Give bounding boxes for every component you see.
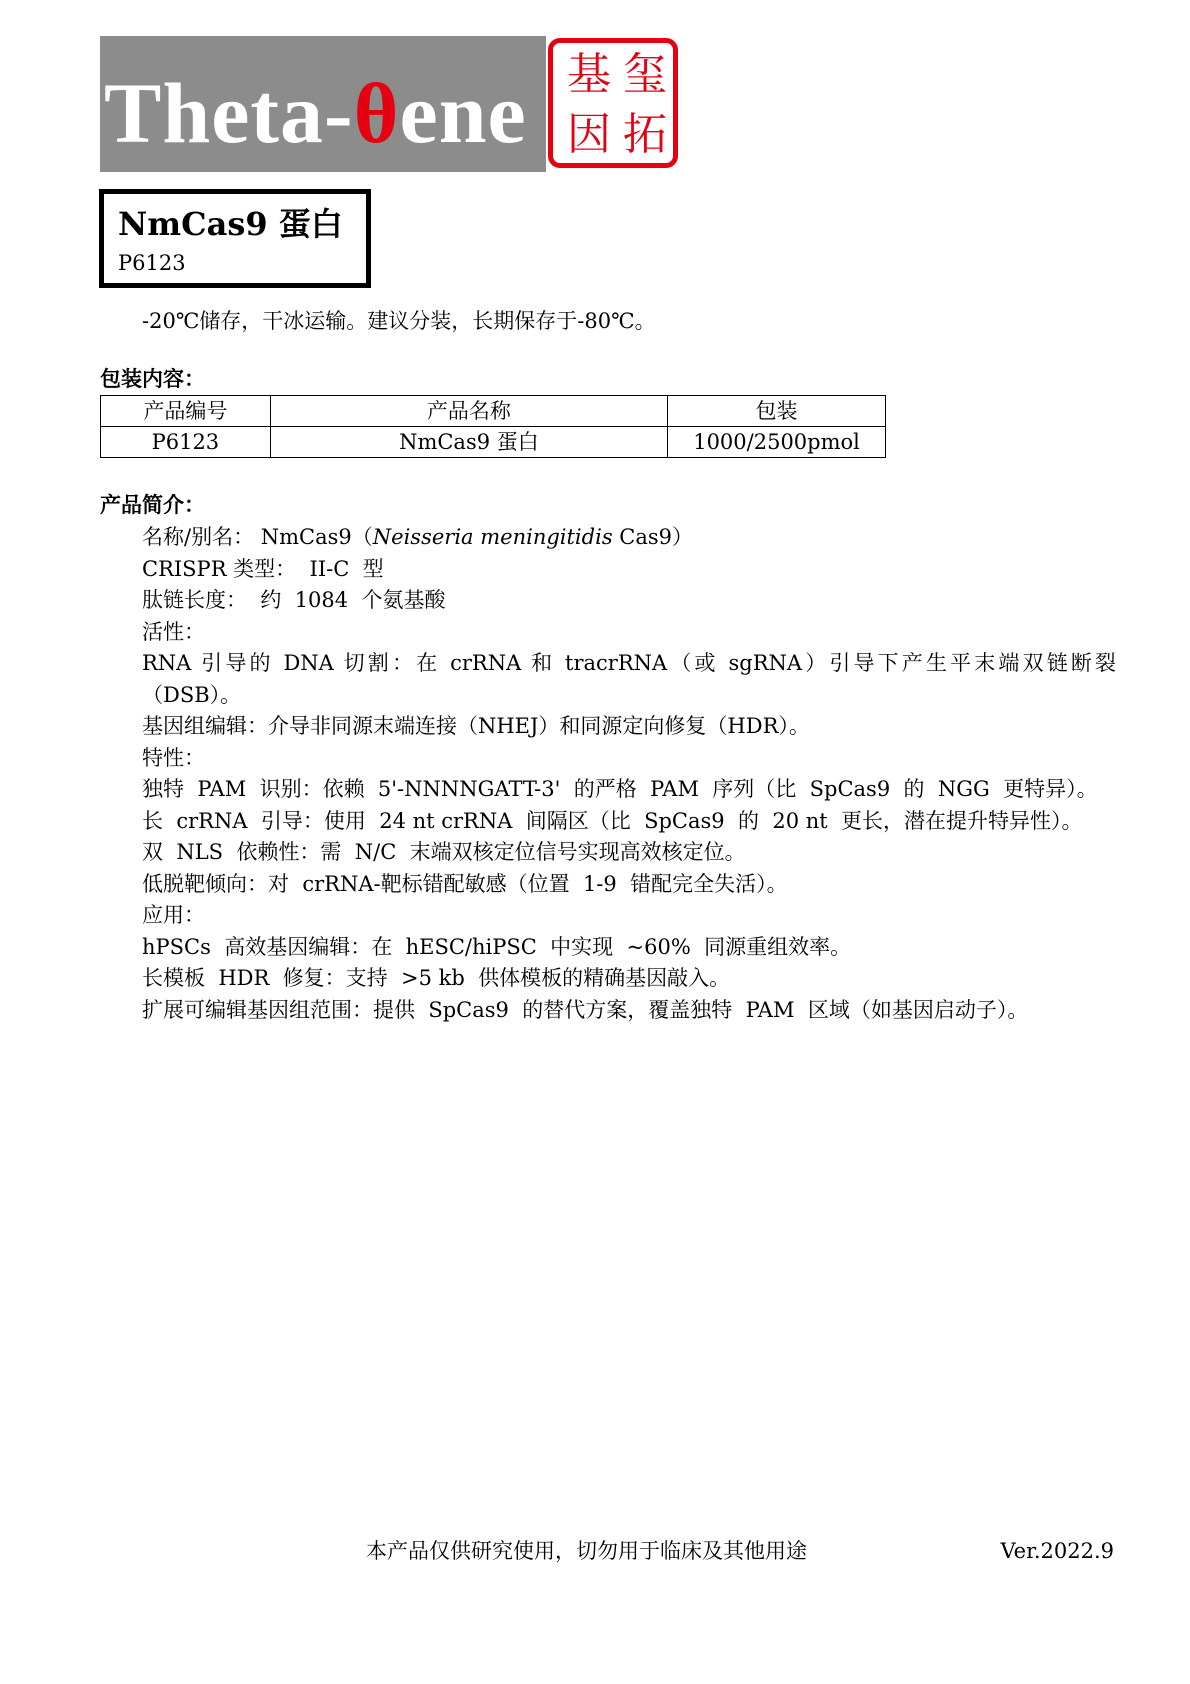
alias-label: 名称/别名： <box>142 525 255 549</box>
intro-line: 双 NLS 依赖性：需 N/C 末端双核定位信号实现高效核定位。 <box>142 840 746 864</box>
seal-char: 基 <box>567 49 611 100</box>
intro-line: 基因组编辑：介导非同源末端连接（NHEJ）和同源定向修复（HDR）。 <box>142 714 810 738</box>
table-cell: P6123 <box>101 427 271 458</box>
seal-char: 拓 <box>623 109 667 160</box>
intro-line: CRISPR 类型： II-C 型 <box>142 556 384 581</box>
alias-value-suffix: Cas9） <box>612 525 693 549</box>
seal-char: 因 <box>567 109 611 160</box>
brand-suffix: ene <box>399 65 527 161</box>
intro-line: （DSB）。 <box>142 682 242 707</box>
intro-heading: 产品简介： <box>100 493 205 517</box>
column-header: 产品编号 <box>101 396 271 427</box>
intro-line: 应用： <box>142 903 205 927</box>
footer-disclaimer: 本产品仅供研究使用，切勿用于临床及其他用途 <box>366 1539 807 1563</box>
product-code: P6123 <box>118 251 186 275</box>
company-seal <box>548 38 678 168</box>
intro-line: hPSCs 高效基因编辑：在 hESC/hiPSC 中实现 ~60% 同源重组效率。 <box>142 934 852 959</box>
table-row <box>101 427 886 458</box>
intro-line: RNA 引导的 DNA 切割：在 crRNA 和 tracrRNA（或 sgRNA）引导下产生平末端双链断裂 <box>142 651 1116 675</box>
brand-logo <box>104 58 527 168</box>
product-title: NmCas9 蛋白 <box>118 205 343 243</box>
intro-line: 特性： <box>142 745 205 770</box>
intro-line: 长 crRNA 引导：使用 24 nt crRNA 间隔区（比 SpCas9 的 20 nt 更长，潜在提升特异性）。 <box>142 808 1083 833</box>
product-box <box>99 189 371 288</box>
intro-line: 低脱靶倾向：对 crRNA-靶标错配敏感（位置 1-9 错配完全失活）。 <box>142 871 788 896</box>
intro-line: 长模板 HDR 修复：支持 >5 kb 供体模板的精确基因敲入。 <box>142 966 731 990</box>
intro-line: 活性： <box>142 619 205 644</box>
packaging-heading: 包装内容： <box>100 367 205 391</box>
column-header: 产品名称 <box>270 396 667 427</box>
brand-prefix: Theta- <box>104 65 354 161</box>
intro-line: 肽链长度： 约 1084 个氨基酸 <box>142 588 446 612</box>
packaging-table <box>100 395 886 458</box>
alias-value-species: Neisseria meningitidis <box>372 525 613 549</box>
storage-note: -20℃储存，干冰运输。建议分装，长期保存于-80℃。 <box>142 309 656 333</box>
brand-theta: θ <box>353 65 400 161</box>
table-cell: 1000/2500pmol <box>668 427 886 458</box>
alias-value-prefix: NmCas9（ <box>254 525 373 549</box>
column-header: 包装 <box>668 396 886 427</box>
table-header-row <box>101 396 886 427</box>
intro-body <box>142 522 1116 1026</box>
alias-line <box>142 522 1116 554</box>
intro-line: 独特 PAM 识别：依赖 5'-NNNNGATT-3' 的严格 PAM 序列（比 SpCas9 的 NGG 更特异）。 <box>142 777 1098 801</box>
footer-version: Ver.2022.9 <box>1000 1539 1114 1563</box>
table-cell: NmCas9 蛋白 <box>270 427 667 458</box>
seal-char: 玺 <box>623 49 667 100</box>
intro-line: 扩展可编辑基因组范围：提供 SpCas9 的替代方案，覆盖独特 PAM 区域（如基因启动子）。 <box>142 997 1029 1022</box>
